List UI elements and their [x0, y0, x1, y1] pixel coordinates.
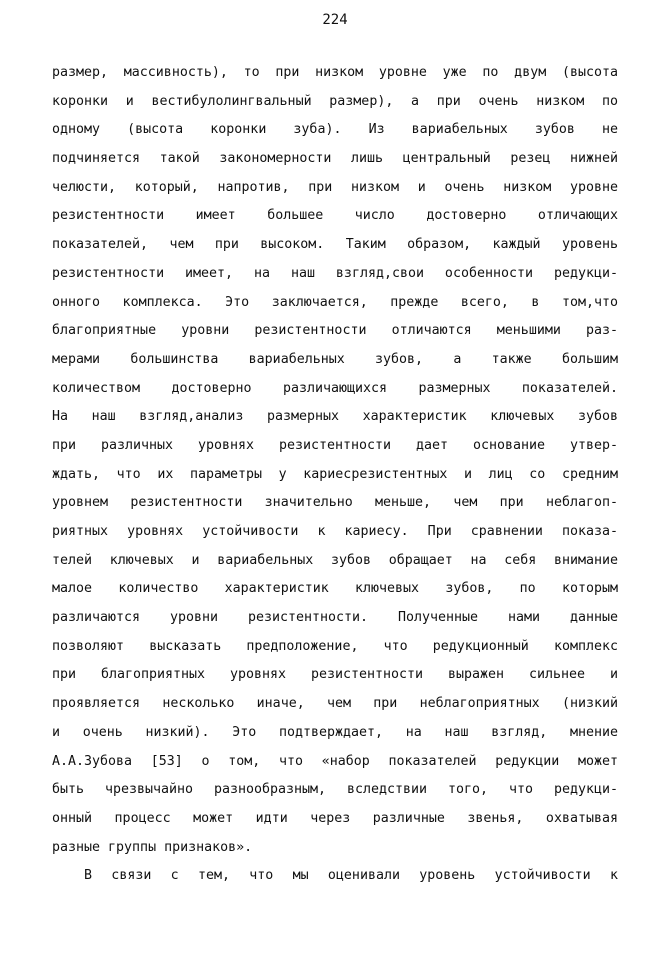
text-line: при различных уровнях резистентности дает основание утвер- [52, 437, 618, 453]
text-line: резистентности имеет большее число достоверно отличающих [52, 208, 618, 224]
text-line: мерами большинства вариабельных зубов, а также большим [52, 351, 618, 367]
text-line: онного комплекса. Это заключается, прежде всего, в том,что [52, 294, 618, 310]
page-number: 224 [322, 12, 348, 28]
text-line: быть чрезвычайно разнообразным, вследствии того, что редукци- [52, 782, 618, 798]
text-line: благоприятные уровни резистентности отличаются меньшими раз- [52, 323, 618, 339]
text-line: телей ключевых и вариабельных зубов обращает на себя внимание [52, 552, 618, 568]
text-line: В связи с тем, что мы оценивали уровень устойчивости к [84, 868, 618, 884]
text-line: онный процесс может идти через различные звенья, охватывая [52, 810, 618, 826]
text-line: На наш взгляд,анализ размерных характеристик ключевых зубов [52, 409, 618, 425]
text-line: ждать, что их параметры у кариесрезистентных и лиц со средним [52, 466, 618, 482]
text-line: размер, массивность), то при низком уровне уже по двум (высота [52, 65, 618, 80]
text-line: проявляется несколько иначе, чем при неблагоприятных (низкий [52, 696, 618, 712]
text-line: показателей, чем при высоком. Таким образом, каждый уровень [52, 237, 618, 253]
body-text [52, 59, 618, 891]
text-line: разные группы признаков». [52, 839, 253, 855]
text-line: резистентности имеет, на наш взгляд,свои особенности редукци- [52, 265, 618, 281]
text-line: малое количество характеристик ключевых зубов, по которым [52, 581, 618, 597]
text-line: коронки и вестибулолингвальный размер), а при очень низком по [52, 93, 618, 109]
text-line: А.А.Зубова [53] о том, что «набор показателей редукции может [52, 753, 618, 769]
text-line: подчиняется такой закономерности лишь центральный резец нижней [52, 151, 618, 167]
text-line: и очень низкий). Это подтверждает, на наш взгляд, мнение [52, 724, 618, 740]
text-line: позволяют высказать предположение, что редукционный комплекс [52, 638, 618, 654]
text-line: челюсти, который, напротив, при низком и очень низком уровне [52, 179, 618, 195]
text-line: при благоприятных уровнях резистентности выражен сильнее и [52, 667, 618, 683]
text-line: количеством достоверно различающихся размерных показателей. [52, 380, 618, 396]
text-line: одному (высота коронки зуба). Из вариабельных зубов не [52, 122, 618, 138]
text-line: уровнем резистентности значительно меньше, чем при неблагоп- [52, 495, 618, 511]
text-line: риятных уровнях устойчивости к кариесу. При сравнении показа- [52, 524, 618, 539]
text-line: различаются уровни резистентности. Полученные нами данные [52, 610, 618, 626]
